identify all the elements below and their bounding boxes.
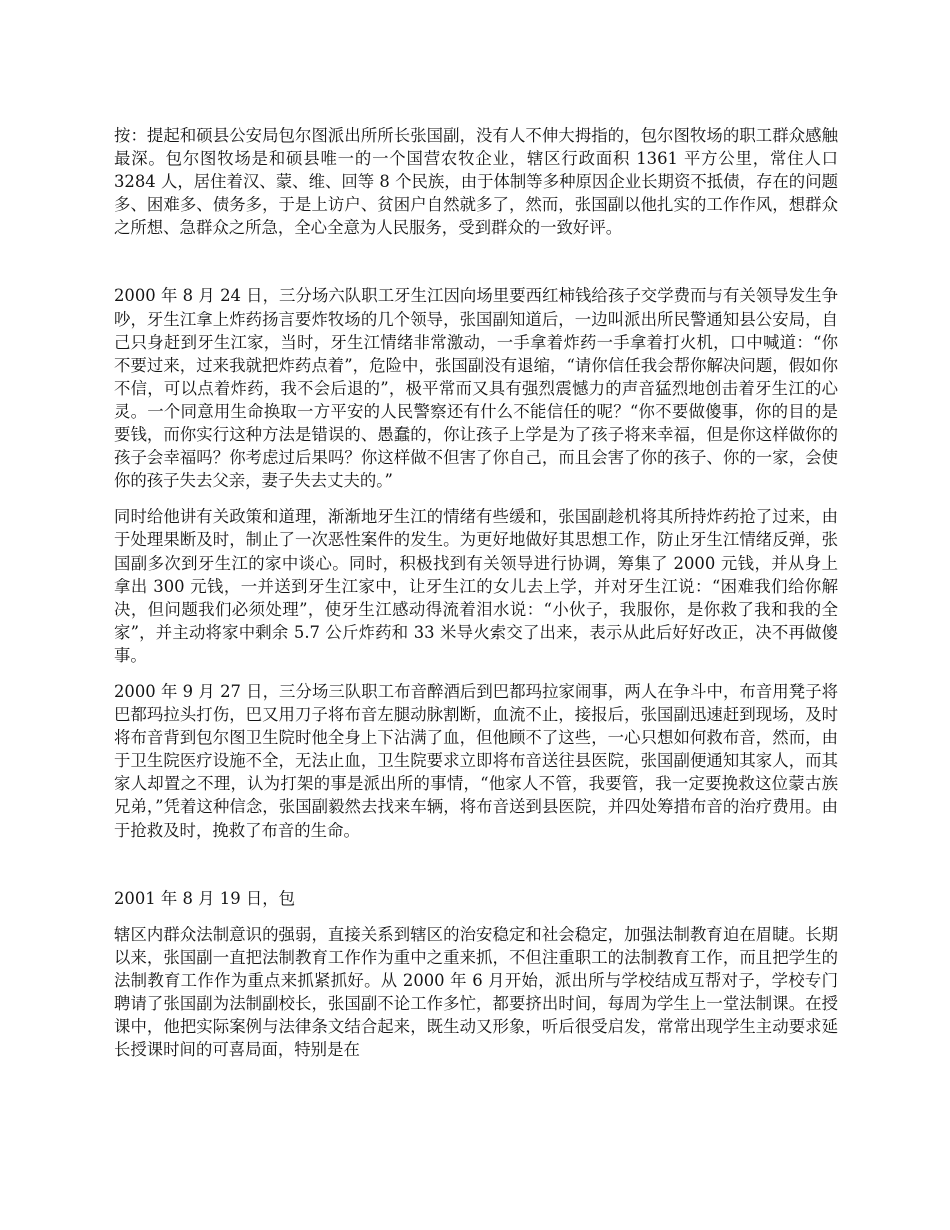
paragraph-legal-education: 辖区内群众法制意识的强弱，直接关系到辖区的治安稳定和社会稳定，加强法制教育迫在眉睫。长期以来，张国副一直把法制教育工作作为重中之重来抓，不但注重职工的法制教育工作，而且把学生的法制教育工作作为重点来抓紧抓好。从 2000 年 6 月开始，派出所与学校结成互帮对子，学校专门聘请了张国副为法制副校长，张国副不论工作多忙，都要挤出时间，每周为学生上一堂法制课。在授课中，他把实际案例与法律条文结合起来，既生动又形象，听后很受启发，常常出现学生主动要求延长授课时间的可喜局面，特别是在	[114, 924, 838, 1060]
paragraph-incident-aug-2000: 2000 年 8 月 24 日，三分场六队职工牙生江因向场里要西红柿钱给孩子交学费而与有关领导发生争吵，牙生江拿上炸药扬言要炸牧场的几个领导，张国副知道后，一边叫派出所民警通知县公安局，自己只身赶到牙生江家，当时，牙生江情绪非常激动，一手拿着炸药一手拿着打火机，口中喊道：“你不要过来，过来我就把炸药点着”，危险中，张国副没有退缩，“请你信任我会帮你解决问题，假如你不信，可以点着炸药，我不会后退的”，极平常而又具有强烈震憾力的声音猛烈地创击着牙生江的心灵。一个同意用生命换取一方平安的人民警察还有什么不能信任的呢？“你不要做傻事，你的目的是要钱，而你实行这种方法是错误的、愚蠢的，你让孩子上学是为了孩子将来幸福，但是你这样做你的孩子会幸福吗？你考虑过后果吗？你这样做不但害了你自己，而且会害了你的孩子、你的一家，会使你的孩子失去父亲，妻子失去丈夫的。”	[114, 286, 838, 491]
paragraph-resolution: 同时给他讲有关政策和道理，渐渐地牙生江的情绪有些缓和，张国副趁机将其所持炸药抢了过来，由于处理果断及时，制止了一次恶性案件的发生。为更好地做好其思想工作，防止牙生江情绪反弹，张国副多次到牙生江的家中谈心。同时，积极找到有关领导进行协调，筹集了 2000 元钱，并从身上拿出 300 元钱，一并送到牙生江家中，让牙生江的女儿去上学，并对牙生江说：“困难我们给你解决，但问题我们必须处理”，使牙生江感动得流着泪水说：“小伙子，我服你，是你救了我和我的全家”，并主动将家中剩余 5.7 公斤炸药和 33 米导火索交了出来，表示从此后好好改正，决不再做傻事。	[114, 507, 838, 665]
paragraph-date-fragment: 2001 年 8 月 19 日，包	[114, 888, 296, 908]
document-body	[114, 124, 838, 1074]
paragraph-spacer	[114, 252, 838, 284]
paragraph-intro: 按：提起和硕县公安局包尔图派出所所长张国副，没有人不伸大拇指的，包尔图牧场的职工群众感触最深。包尔图牧场是和硕县唯一的一个国营农牧企业，辖区行政面积 1361 平方公里，常住人口 3284 人，居住着汉、蒙、维、回等 8 个民族，由于体制等多种原因企业长期资不抵债，存在的问题多、困难多、债务多，于是上访户、贫困户自然就多了，然而，张国副以他扎实的工作作风，想群众之所想、急群众之所急，全心全意为人民服务，受到群众的一致好评。	[114, 126, 838, 238]
paragraph-spacer	[114, 855, 838, 887]
paragraph-incident-sep-2000: 2000 年 9 月 27 日，三分场三队职工布音醉酒后到巴都玛拉家闹事，两人在争斗中，布音用凳子将巴都玛拉头打伤，巴又用刀子将布音左腿动脉割断，血流不止，接报后，张国副迅速赶到现场，及时将布音背到包尔图卫生院时他全身上下沾满了血，但他顾不了这些，一心只想如何救布音，然而，由于卫生院医疗设施不全，无法止血，卫生院要求立即将布音送往县医院，张国副便通知其家人，而其家人却置之不理，认为打架的事是派出所的事情，“他家人不管，我要管，我一定要挽救这位蒙古族兄弟，”凭着这种信念，张国副毅然去找来车辆，将布音送到县医院，并四处筹措布音的治疗费用。由于抢救及时，挽救了布音的生命。	[114, 681, 838, 840]
